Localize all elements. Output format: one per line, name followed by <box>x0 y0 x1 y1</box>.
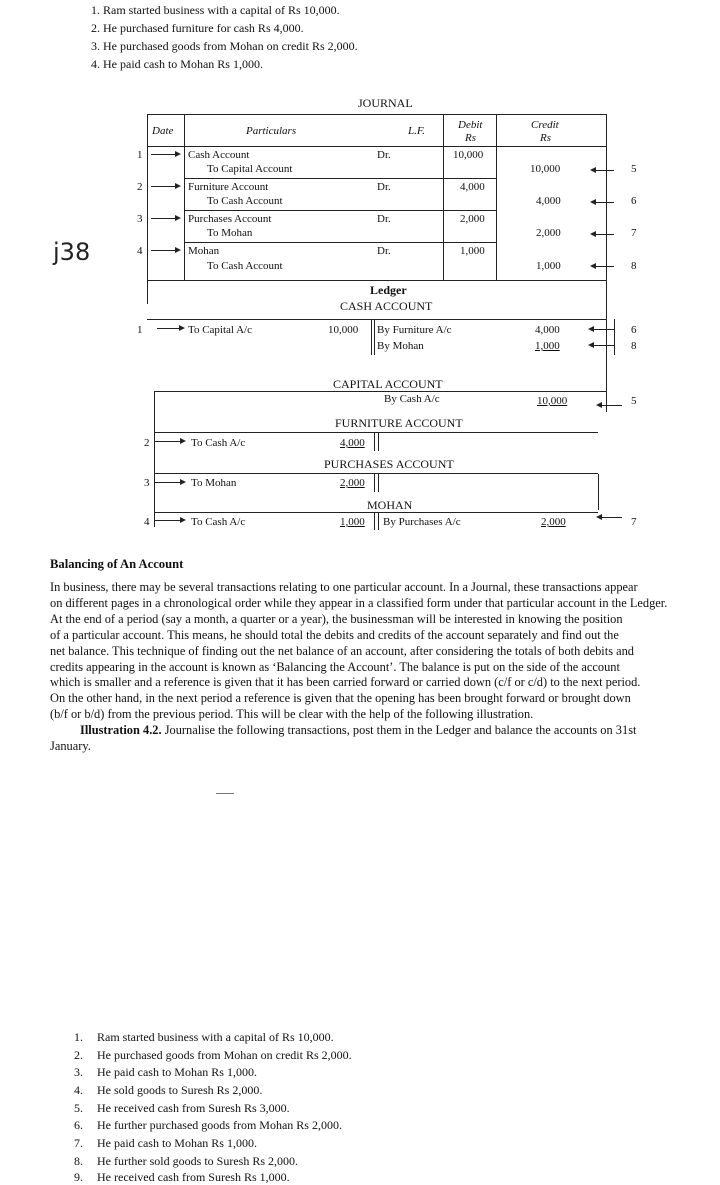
journal-header-border <box>147 146 607 147</box>
header-debit: Debit <box>458 119 483 131</box>
list-item: He paid cash to Mohan Rs 1,000. <box>97 1136 257 1150</box>
ledger-ref: 5 <box>631 395 637 407</box>
paragraph-line: In business, there may be several transactions relating to one particular account. In a Journal, these transactions appear <box>50 580 638 594</box>
dr-label: Dr. <box>377 149 391 161</box>
t-account-divider <box>378 433 379 451</box>
mohan-credit-entry: By Purchases A/c <box>383 516 461 528</box>
connector-line <box>614 319 615 355</box>
dr-label: Dr. <box>377 181 391 193</box>
credit-account: To Cash Account <box>207 260 283 272</box>
entry-number: 2 <box>137 181 143 193</box>
purchases-account-title: PURCHASES ACCOUNT <box>324 457 454 471</box>
list-number: 1. <box>74 1030 83 1044</box>
cash-account-top-border <box>147 319 607 320</box>
right-arrow-icon <box>151 218 179 219</box>
t-account-divider <box>378 512 379 530</box>
credit-amount: 10,000 <box>530 163 561 175</box>
list-number: 7. <box>74 1136 83 1150</box>
debit-amount: 2,000 <box>460 213 485 225</box>
left-arrow-icon <box>592 202 614 203</box>
cash-credit-amount: 4,000 <box>535 324 560 336</box>
credit-account: To Cash Account <box>207 195 283 207</box>
header-debit-unit: Rs <box>465 132 476 144</box>
mohan-account-title: MOHAN <box>367 498 413 512</box>
right-arrow-icon <box>154 441 184 442</box>
capital-credit-amount: 10,000 <box>537 395 568 407</box>
list-number: 6. <box>74 1118 83 1132</box>
entry-number: 3 <box>144 477 150 489</box>
credit-account: To Capital Account <box>207 163 293 175</box>
cash-debit-amount: 10,000 <box>328 324 359 336</box>
row-border <box>184 210 496 211</box>
illustration-label: Illustration 4.2. <box>80 723 162 738</box>
paragraph-line: net balance. This technique of finding out the net balance of an account, after considering the totals of both debits and <box>50 643 635 658</box>
paragraph-line: At the end of a period (say a month, a quarter or a year), the businessman will be interested in knowing the position <box>50 611 623 626</box>
entry-number: 1 <box>137 149 143 161</box>
list-number: 3. <box>74 1065 83 1079</box>
debit-account: Purchases Account <box>188 213 272 225</box>
list-item: He paid cash to Mohan Rs 1,000. <box>97 1065 257 1079</box>
right-arrow-icon <box>154 520 184 521</box>
list-item: He purchased goods from Mohan on credit Rs 2,000. <box>97 1048 352 1062</box>
list-number: 8. <box>74 1154 83 1168</box>
t-account-divider <box>374 433 375 451</box>
purchases-account-top-border <box>154 473 598 474</box>
journal-left-border <box>147 114 148 304</box>
margin-note: j38 <box>53 238 91 266</box>
cash-credit-entry: By Mohan <box>377 340 424 352</box>
header-lf: L.F. <box>408 125 425 137</box>
debit-account: Mohan <box>188 245 220 257</box>
section-heading: Balancing of An Account <box>50 557 184 571</box>
list-number: 2. <box>74 1048 83 1062</box>
paragraph-line: credits appearing in the account is known as ‘Balancing the Account’. The balance is put on the side of the account <box>50 659 620 674</box>
furniture-account-top-border <box>154 432 598 433</box>
ledger-ref: 7 <box>631 227 637 239</box>
debit-account: Furniture Account <box>188 181 269 193</box>
paragraph-line: of a particular account. This means, he should total the debits and credits of the account separately and find out the <box>50 627 619 642</box>
debit-account: Cash Account <box>188 149 250 161</box>
ledger-ref: 8 <box>631 260 637 272</box>
mohan-account-top-border <box>154 512 598 513</box>
t-account-divider <box>374 512 375 530</box>
journal-lf-divider <box>443 114 444 280</box>
journal-title: JOURNAL <box>358 96 413 110</box>
left-arrow-icon <box>590 329 614 330</box>
furniture-account-title: FURNITURE ACCOUNT <box>335 416 463 430</box>
list-item: Ram started business with a capital of Rs 10,000. <box>97 1030 334 1044</box>
cash-credit-amount: 1,000 <box>535 340 560 352</box>
ledger-ref: 5 <box>631 163 637 175</box>
row-border <box>184 178 496 179</box>
list-item: He received cash from Suresh Rs 3,000. <box>97 1101 290 1115</box>
ledger-ref: 6 <box>631 324 637 336</box>
cash-debit-entry: To Capital A/c <box>188 324 252 336</box>
furniture-debit-entry: To Cash A/c <box>191 437 246 449</box>
capital-credit-entry: By Cash A/c <box>384 393 440 405</box>
illustration-text: Journalise the following transactions, post them in the Ledger and balance the accounts on 31st <box>164 723 637 738</box>
right-arrow-icon <box>154 482 184 483</box>
credit-amount: 2,000 <box>536 227 561 239</box>
debit-amount: 10,000 <box>453 149 484 161</box>
list-item: He received cash from Suresh Rs 1,000. <box>97 1170 290 1184</box>
cash-account-title: CASH ACCOUNT <box>340 299 433 313</box>
list-item: 4. He paid cash to Mohan Rs 1,000. <box>91 57 263 71</box>
ledger-ref: 6 <box>631 195 637 207</box>
entry-number: 4 <box>144 516 150 528</box>
left-arrow-icon <box>598 405 622 406</box>
left-arrow-icon <box>590 345 614 346</box>
list-item: 3. He purchased goods from Mohan on credit Rs 2,000. <box>91 39 358 53</box>
purchases-debit-entry: To Mohan <box>191 477 237 489</box>
right-arrow-icon <box>151 154 179 155</box>
t-account-divider <box>378 474 379 492</box>
left-arrow-icon <box>592 234 614 235</box>
list-number: 4. <box>74 1083 83 1097</box>
credit-amount: 1,000 <box>536 260 561 272</box>
left-arrow-icon <box>592 170 614 171</box>
paragraph-line: which is smaller and a reference is given that it has been carried forward or carried down (c/f or c/d) to the next period. <box>50 675 641 690</box>
journal-bottom-border <box>147 280 607 281</box>
cash-credit-entry: By Furniture A/c <box>377 324 452 336</box>
left-arrow-icon <box>598 517 622 518</box>
list-item: He sold goods to Suresh Rs 2,000. <box>97 1083 263 1097</box>
illustration-line <box>50 723 712 739</box>
capital-account-top-border <box>154 391 606 392</box>
paragraph-line: On the other hand, in the next period a reference is given that the opening has been brought forward or brought down <box>50 691 631 706</box>
capital-account-title: CAPITAL ACCOUNT <box>333 377 443 391</box>
left-arrow-icon <box>592 266 614 267</box>
furniture-debit-amount: 4,000 <box>340 437 365 449</box>
cash-account-center-divider <box>371 319 372 355</box>
right-arrow-icon <box>151 186 179 187</box>
illustration-line-continued: January. <box>50 739 91 754</box>
purchases-debit-amount: 2,000 <box>340 477 365 489</box>
row-border <box>184 242 496 243</box>
entry-number: 3 <box>137 213 143 225</box>
journal-top-border <box>147 114 607 115</box>
connector-line <box>154 391 155 527</box>
header-date: Date <box>152 125 174 137</box>
list-item: He further sold goods to Suresh Rs 2,000. <box>97 1154 298 1168</box>
section-paragraph <box>50 580 712 755</box>
list-item: 1. Ram started business with a capital of Rs 10,000. <box>91 3 340 17</box>
dr-label: Dr. <box>377 213 391 225</box>
t-account-divider <box>374 474 375 492</box>
header-credit: Credit <box>531 119 559 131</box>
entry-number: 4 <box>137 245 143 257</box>
paragraph-line: (b/f or b/d) from the previous period. This will be clear with the help of the following illustration. <box>50 707 534 722</box>
header-credit-unit: Rs <box>540 132 551 144</box>
entry-number: 2 <box>144 437 150 449</box>
credit-amount: 4,000 <box>536 195 561 207</box>
list-item: He further purchased goods from Mohan Rs 2,000. <box>97 1118 342 1132</box>
list-number: 9. <box>74 1170 83 1184</box>
cash-account-center-divider <box>374 319 375 355</box>
mohan-debit-amount: 1,000 <box>340 516 365 528</box>
right-arrow-icon <box>151 250 179 251</box>
ledger-ref: 7 <box>631 516 637 528</box>
mohan-credit-amount: 2,000 <box>541 516 566 528</box>
right-arrow-icon <box>157 328 183 329</box>
mohan-debit-entry: To Cash A/c <box>191 516 246 528</box>
header-particulars: Particulars <box>246 125 297 137</box>
stray-mark <box>216 793 234 794</box>
list-item: 2. He purchased furniture for cash Rs 4,000. <box>91 21 304 35</box>
journal-right-border <box>606 114 607 304</box>
connector-line <box>606 304 607 412</box>
list-number: 5. <box>74 1101 83 1115</box>
connector-line <box>598 474 599 510</box>
ledger-title: Ledger <box>370 283 407 297</box>
paragraph-line: on different pages in a chronological order while they appear in a classified form under that particular account in the Ledger. <box>50 595 668 610</box>
debit-amount: 4,000 <box>460 181 485 193</box>
journal-debit-divider <box>496 114 497 280</box>
ledger-ref: 8 <box>631 340 637 352</box>
debit-amount: 1,000 <box>460 245 485 257</box>
credit-account: To Mohan <box>207 227 253 239</box>
entry-number: 1 <box>137 324 143 336</box>
dr-label: Dr. <box>377 245 391 257</box>
journal-date-divider <box>184 114 185 280</box>
